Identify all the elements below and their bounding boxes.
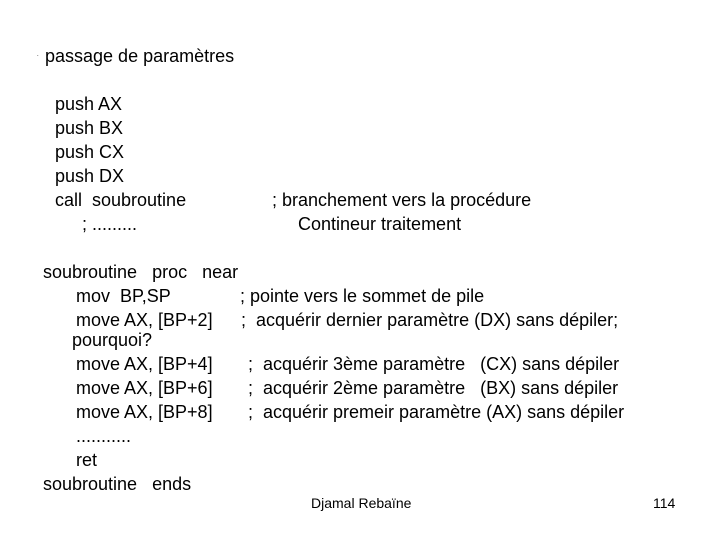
proc-header: soubroutine proc near xyxy=(43,262,239,282)
comment-continuer: Contineur traitement xyxy=(298,214,462,234)
page-number: 114 xyxy=(653,495,676,511)
code-line-push-dx: push DX xyxy=(55,166,125,186)
footer-author: Djamal Rebaïne xyxy=(311,495,412,511)
code-line-call: call soubroutine xyxy=(55,190,187,210)
comment-3eme-parametre: ; acquérir 3ème paramètre (CX) sans dépiler xyxy=(248,354,620,374)
comment-branchement: ; branchement vers la procédure xyxy=(272,190,532,210)
comment-2eme-parametre: ; acquérir 2ème paramètre (BX) sans dépiler xyxy=(248,378,619,398)
comment-dernier-parametre: ; acquérir dernier paramètre (DX) sans dépiler; xyxy=(241,310,619,330)
proc-footer: soubroutine ends xyxy=(43,474,192,494)
code-line-push-ax: push AX xyxy=(55,94,123,114)
comment-pointe: ; pointe vers le sommet de pile xyxy=(240,286,485,306)
code-line-move-bp4: move AX, [BP+4] xyxy=(76,354,213,374)
code-line-move-bp8: move AX, [BP+8] xyxy=(76,402,213,422)
code-line-push-cx: push CX xyxy=(55,142,125,162)
question-pourquoi: pourquoi? xyxy=(72,330,153,350)
bullet-dot: . xyxy=(37,52,39,58)
comment-premier-parametre: ; acquérir premeir paramètre (AX) sans dépiler xyxy=(248,402,625,422)
code-line-move-bp2: move AX, [BP+2] xyxy=(76,310,213,330)
code-line-mov-bp-sp: mov BP,SP xyxy=(76,286,171,306)
code-line-ellipsis-2: ........... xyxy=(76,426,132,446)
slide-title: passage de paramètres xyxy=(45,46,235,66)
code-line-ellipsis: ; ......... xyxy=(77,214,138,234)
code-line-push-bx: push BX xyxy=(55,118,124,138)
code-line-ret: ret xyxy=(76,450,98,470)
code-line-move-bp6: move AX, [BP+6] xyxy=(76,378,213,398)
